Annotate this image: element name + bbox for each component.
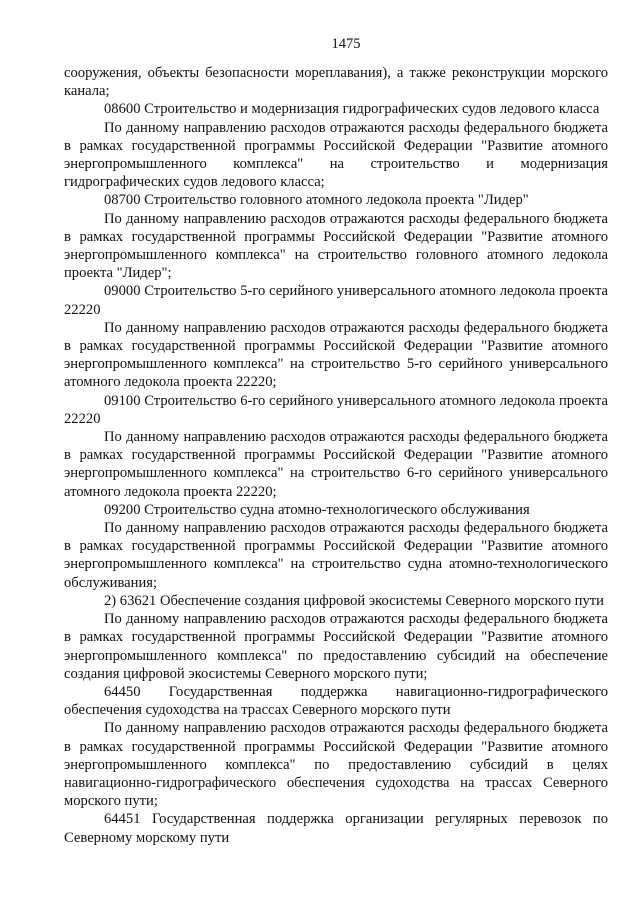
document-body <box>64 64 608 847</box>
paragraph: 64450 Государственная поддержка навигационно-гидрографического обеспечения судоходства на трассах Северного морского пути <box>64 683 608 719</box>
paragraph: По данному направлению расходов отражаются расходы федерального бюджета в рамках государственной программы Российской Федерации "Развитие атомного энергопромышленного комплекса" на строительство 6-го серийного универсального атомного ледокола проекта 22220; <box>64 429 608 500</box>
paragraph: По данному направлению расходов отражаются расходы федерального бюджета в рамках государственной программы Российской Федерации "Развитие атомного энергопромышленного комплекса" на строительство и модернизация гидрографических судов ледового класса; <box>64 119 608 191</box>
paragraph: По данному направлению расходов отражаются расходы федерального бюджета в рамках государственной программы Российской Федерации "Развитие атомного энергопромышленного комплекса" по предоставлению субсидий на обеспечение создания цифровой экосистемы Северного морского пути; <box>64 611 608 682</box>
paragraph: 09000 Строительство 5-го серийного универсального атомного ледокола проекта 22220 <box>64 283 608 318</box>
paragraph: 08700 Строительство головного атомного ледокола проекта "Лидер" <box>104 192 529 209</box>
paragraph: сооружения, объекты безопасности мореплавания), а также реконструкции морского канала; <box>64 65 608 100</box>
paragraph: 08600 Строительство и модернизация гидрографических судов ледового класса <box>104 101 600 118</box>
paragraph: 2) 63621 Обеспечение создания цифровой экосистемы Северного морского пути <box>104 592 604 609</box>
paragraph: 09100 Строительство 6-го серийного универсального атомного ледокола проекта 22220 <box>64 392 608 427</box>
paragraph: 09200 Строительство судна атомно-технологического обслуживания <box>104 501 530 518</box>
page-number: 1475 <box>331 36 361 52</box>
paragraph: 64451 Государственная поддержка организации регулярных перевозок по Северному морскому пути <box>64 811 608 846</box>
paragraph: По данному направлению расходов отражаются расходы федерального бюджета в рамках государственной программы Российской Федерации "Развитие атомного энергопромышленного комплекса" по предоставлению субсидий в целях навигационно-гидрографического обеспечения судоходства на трассах Северного морского пути; <box>64 720 608 810</box>
paragraph: По данному направлению расходов отражаются расходы федерального бюджета в рамках государственной программы Российской Федерации "Развитие атомного энергопромышленного комплекса" на строительство судна атомно-технологического обслуживания; <box>64 520 608 591</box>
paragraph: По данному направлению расходов отражаются расходы федерального бюджета в рамках государственной программы Российской Федерации "Развитие атомного энергопромышленного комплекса" на строительство 5-го серийного универсального атомного ледокола проекта 22220; <box>64 319 608 391</box>
paragraph: По данному направлению расходов отражаются расходы федерального бюджета в рамках государственной программы Российской Федерации "Развитие атомного энергопромышленного комплекса" на строительство головного атомного ледокола проекта "Лидер"; <box>64 210 608 282</box>
